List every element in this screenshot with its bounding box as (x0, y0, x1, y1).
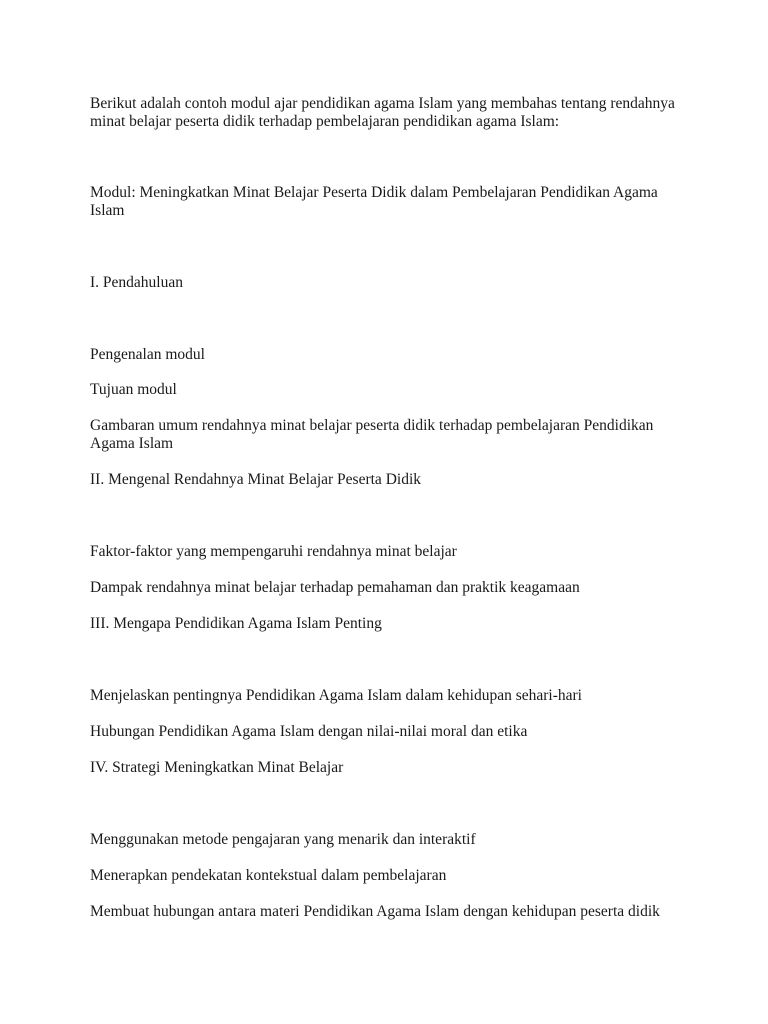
section-heading-3: III. Mengapa Pendidikan Agama Islam Penting (90, 615, 382, 632)
list-item: Menerapkan pendekatan kontekstual dalam pembelajaran (90, 867, 447, 884)
list-item: Menggunakan metode pengajaran yang menarik dan interaktif (90, 831, 476, 848)
list-item: Hubungan Pendidikan Agama Islam dengan nilai-nilai moral dan etika (90, 723, 528, 740)
intro-paragraph: Berikut adalah contoh modul ajar pendidikan agama Islam yang membahas tentang rendahnya minat belajar peserta didik terhadap pembelajaran pendidikan agama Islam: (90, 95, 675, 130)
list-item: Gambaran umum rendahnya minat belajar peserta didik terhadap pembelajaran Pendidikan Agama Islam (90, 417, 654, 452)
section-heading-1: I. Pendahuluan (90, 274, 183, 291)
section-heading-4: IV. Strategi Meningkatkan Minat Belajar (90, 759, 344, 776)
module-title: Modul: Meningkatkan Minat Belajar Peserta Didik dalam Pembelajaran Pendidikan Agama Islam (90, 184, 658, 219)
list-item: Dampak rendahnya minat belajar terhadap pemahaman dan praktik keagamaan (90, 579, 580, 596)
list-item: Menjelaskan pentingnya Pendidikan Agama Islam dalam kehidupan sehari-hari (90, 687, 582, 704)
list-item: Tujuan modul (90, 381, 177, 398)
section-heading-2: II. Mengenal Rendahnya Minat Belajar Peserta Didik (90, 471, 421, 488)
list-item: Membuat hubungan antara materi Pendidikan Agama Islam dengan kehidupan peserta didik (90, 903, 660, 920)
list-item: Faktor-faktor yang mempengaruhi rendahnya minat belajar (90, 543, 457, 560)
list-item: Pengenalan modul (90, 346, 205, 363)
